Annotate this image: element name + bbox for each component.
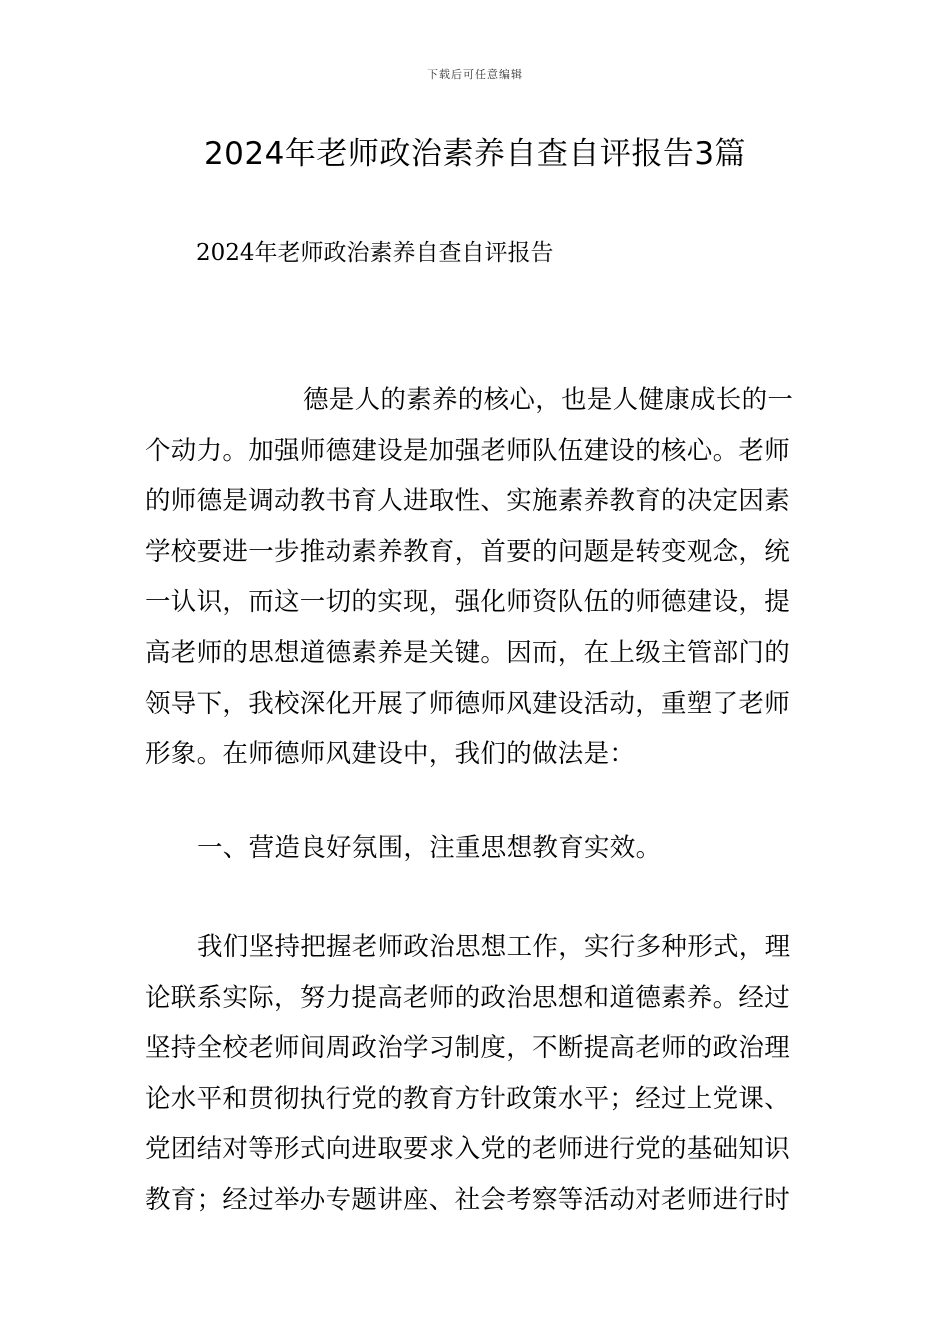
section-heading-text: 一、营造良好氛围，注重思想教育实效。 (197, 833, 662, 863)
paragraph-section1 (145, 922, 810, 1226)
paragraph-intro (145, 375, 810, 780)
section-heading (145, 823, 810, 874)
paragraph-line: 高老师的思想道德素养是关键。因而，在上级主管部门的 (145, 637, 791, 668)
paragraph-line: 论水平和贯彻执行党的教育方针政策水平；经过上党课、 (145, 1083, 791, 1114)
document-title: 2024年老师政治素养自查自评报告3篇 (203, 136, 747, 172)
paragraph-line: 教育；经过举办专题讲座、社会考察等活动对老师进行时 (145, 1184, 791, 1215)
paragraph-line: 学校要进一步推动素养教育，首要的问题是转变观念，统 (145, 536, 791, 567)
paragraph-line: 德是人的素养的核心，也是人健康成长的一 (303, 385, 794, 415)
paragraph-line: 党团结对等形式向进取要求入党的老师进行党的基础知识 (145, 1134, 791, 1165)
document-subtitle: 2024年老师政治素养自查自评报告 (196, 240, 554, 266)
paragraph-line: 个动力。加强师德建设是加强老师队伍建设的核心。老师 (145, 435, 791, 466)
paragraph-line: 一认识，而这一切的实现，强化师资队伍的师德建设，提 (145, 587, 791, 618)
paragraph-line: 我们坚持把握老师政治思想工作，实行多种形式，理 (197, 932, 791, 962)
paragraph-line: 论联系实际，努力提高老师的政治思想和道德素养。经过 (145, 982, 791, 1013)
paragraph-line: 的师德是调动教书育人进取性、实施素养教育的决定因素 (145, 486, 791, 517)
header-note: 下载后可任意编辑 (427, 68, 523, 81)
paragraph-line: 领导下，我校深化开展了师德师风建设活动，重塑了老师 (145, 688, 791, 719)
paragraph-line: 坚持全校老师间周政治学习制度，不断提高老师的政治理 (145, 1033, 791, 1064)
paragraph-line: 形象。在师德师风建设中，我们的做法是： (145, 739, 636, 770)
